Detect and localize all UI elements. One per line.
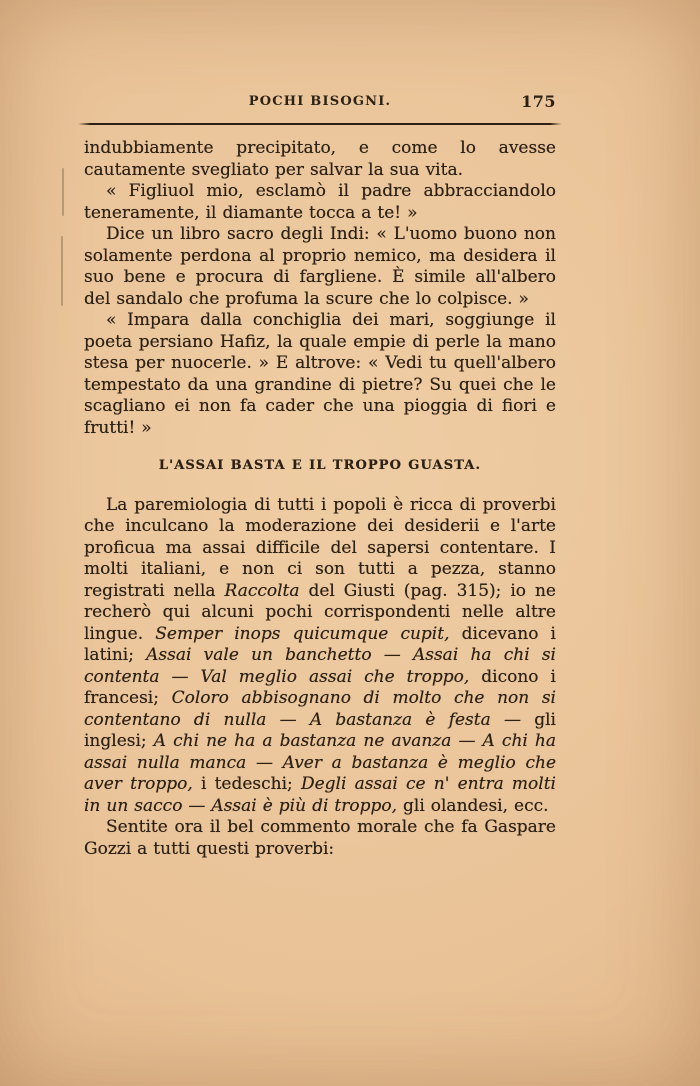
text-run: del Giusti (pag. 315); io ne recherò qui alcuni pochi corrispondenti nelle altre lingue. <box>84 580 556 644</box>
paragraph <box>84 495 556 818</box>
text-run: indubbiamente precipitato, e come lo avesse cautamente svegliato per salvar la sua vita. <box>84 138 556 180</box>
scan-artifact <box>62 168 64 216</box>
text-run: « Impara dalla conchiglia dei mari, soggiunge il poeta persiano Hafiz, la quale empie di perle la mano stesa per nuocerle. » E altrove: « Vedi tu quell'albero tempestato da una grandine di pietre? Su quei che le scagliano ei non fa cader che una pioggia di fiori e frutti! » <box>84 310 556 438</box>
running-header: POCHI BISOGNI. <box>248 94 392 109</box>
text-run: gli inglesi; <box>84 709 556 752</box>
italic-text-run: Raccolta <box>224 580 300 601</box>
text-run: gli olandesi, ecc. <box>397 795 549 816</box>
page-number: 175 <box>521 92 556 111</box>
italic-text-run: Assai vale un banchetto — Assai ha chi si contenta — Val meglio assai che troppo, <box>84 645 556 687</box>
text-run: Dice un libro sacro degli Indi: « L'uomo buono non solamente perdona al proprio nemico, ma desidera il suo bene e procura di fargliene. È simile all'albero del sandalo che profuma la scure che lo colpisce. » <box>84 224 556 309</box>
text-run: Sentite ora il bel commento morale che fa Gaspare Gozzi a tutti questi proverbi: <box>84 817 556 859</box>
text-run: La paremiologia di tutti i popoli è ricca di proverbi che inculcano la moderazione dei desiderii e l'arte proficua ma assai difficile del sapersi contentare. I molti italiani, e non ci son tutti a pezza, stanno registrati nella <box>84 494 556 601</box>
section-heading: L'ASSAI BASTA E IL TROPPO GUASTA. <box>158 458 482 474</box>
paragraph <box>84 181 556 224</box>
italic-text-run: A chi ne ha a bastanza ne avanza — A chi ha assai nulla manca — Aver a bastanza è meglio che aver troppo, <box>84 731 556 795</box>
header-rule <box>78 123 562 125</box>
paragraph <box>84 224 556 310</box>
italic-text-run: Degli assai ce n' entra molti in un sacco — Assai è più di troppo, <box>84 774 556 816</box>
paragraph <box>84 138 556 181</box>
text-run: « Figliuol mio, esclamò il padre abbracciandolo teneramente, il diamante tocca a te! » <box>84 181 556 223</box>
page-header <box>84 94 556 114</box>
page-body <box>84 138 556 860</box>
text-run: i tedeschi; <box>192 774 301 795</box>
italic-text-run: Coloro abbisognano di molto che non si contentano di nulla — A bastanza è festa — <box>84 688 556 730</box>
paragraph <box>84 310 556 439</box>
paragraph <box>84 817 556 860</box>
text-run: dicono i francesi; <box>84 666 556 709</box>
page-content <box>84 94 556 860</box>
scan-artifact <box>61 236 63 306</box>
text-run: dicevano i latini; <box>84 623 556 666</box>
italic-text-run: Semper inops quicumque cupit, <box>155 623 450 644</box>
